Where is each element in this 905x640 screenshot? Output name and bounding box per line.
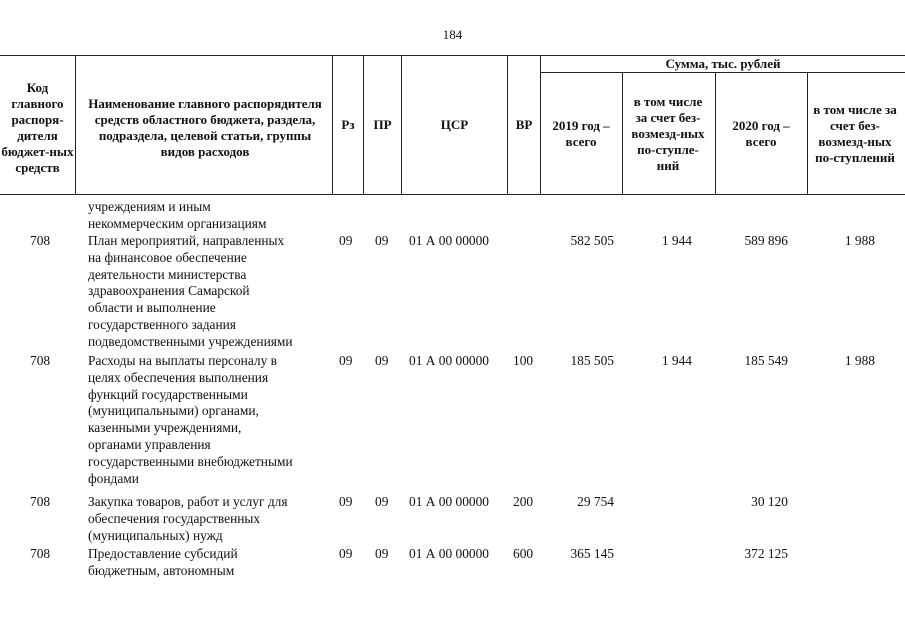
row-2020-free: 1 988 <box>844 353 875 368</box>
row-name: Предоставление субсидий бюджетным, автономным <box>88 546 238 578</box>
header-2019-total: 2019 год – всего <box>552 117 610 149</box>
header-sum-group: Сумма, тыс. рублей <box>665 55 781 71</box>
row-name: Расходы на выплаты персоналу в целях обеспечения выполнения функций государственными (муниципальными) органами, казенными учреждениями, органами управления государственными внебюджетными фондами <box>88 353 293 486</box>
row-2020-total: 589 896 <box>744 233 788 248</box>
row-pr: 09 <box>375 353 389 368</box>
row-rz: 09 <box>339 353 353 368</box>
page-number: 184 <box>442 27 463 42</box>
row-pr: 09 <box>375 494 389 509</box>
row-csr: 01 А 00 00000 <box>409 494 489 509</box>
header-2020-total: 2020 год – всего <box>732 117 790 149</box>
row-code: 708 <box>30 353 51 368</box>
row-csr: 01 А 00 00000 <box>409 233 489 248</box>
continuation-text: учреждениям и иным некоммерческим организациям <box>88 199 267 231</box>
row-2019-free: 1 944 <box>661 353 692 368</box>
row-2019-total: 185 505 <box>570 353 614 368</box>
header-vr: ВР <box>515 117 533 132</box>
row-vr: 200 <box>513 494 534 509</box>
row-rz: 09 <box>339 233 353 248</box>
row-2019-total: 582 505 <box>570 233 614 248</box>
table-header <box>0 55 905 195</box>
row-2020-total: 30 120 <box>751 494 788 509</box>
row-2020-total: 372 125 <box>744 546 788 561</box>
header-2020-free: в том числе за счет без-возмезд-ных по-ступлений <box>813 101 897 165</box>
header-rz: Рз <box>341 117 355 132</box>
row-2019-total: 365 145 <box>570 546 614 561</box>
header-2019-free: в том числе за счет без-возмезд-ных по-ступле-ний <box>631 93 705 173</box>
header-csr: ЦСР <box>440 117 469 132</box>
row-code: 708 <box>30 546 51 561</box>
row-2020-total: 185 549 <box>744 353 788 368</box>
row-2019-free: 1 944 <box>661 233 692 248</box>
row-csr: 01 А 00 00000 <box>409 546 489 561</box>
row-name: Закупка товаров, работ и услуг для обеспечения государственных (муниципальных) нужд <box>88 494 288 543</box>
row-rz: 09 <box>339 494 353 509</box>
row-2020-free: 1 988 <box>844 233 875 248</box>
row-2019-total: 29 754 <box>577 494 614 509</box>
row-csr: 01 А 00 00000 <box>409 353 489 368</box>
header-name: Наименование главного распорядителя средств областного бюджета, раздела, подраздела, целевой статьи, группы видов расходов <box>88 96 322 159</box>
row-code: 708 <box>30 494 51 509</box>
row-pr: 09 <box>375 546 389 561</box>
header-code: Код главного распоря-дителя бюджет-ных средств <box>1 80 74 175</box>
row-name: План мероприятий, направленных на финансовое обеспечение деятельности министерства здравоохранения Самарской области и выполнение государственного задания подведомственными учреждениями <box>88 233 293 349</box>
row-vr: 600 <box>513 546 534 561</box>
row-pr: 09 <box>375 233 389 248</box>
row-rz: 09 <box>339 546 353 561</box>
row-vr: 100 <box>513 353 534 368</box>
header-pr: ПР <box>373 117 392 132</box>
row-code: 708 <box>30 233 51 248</box>
